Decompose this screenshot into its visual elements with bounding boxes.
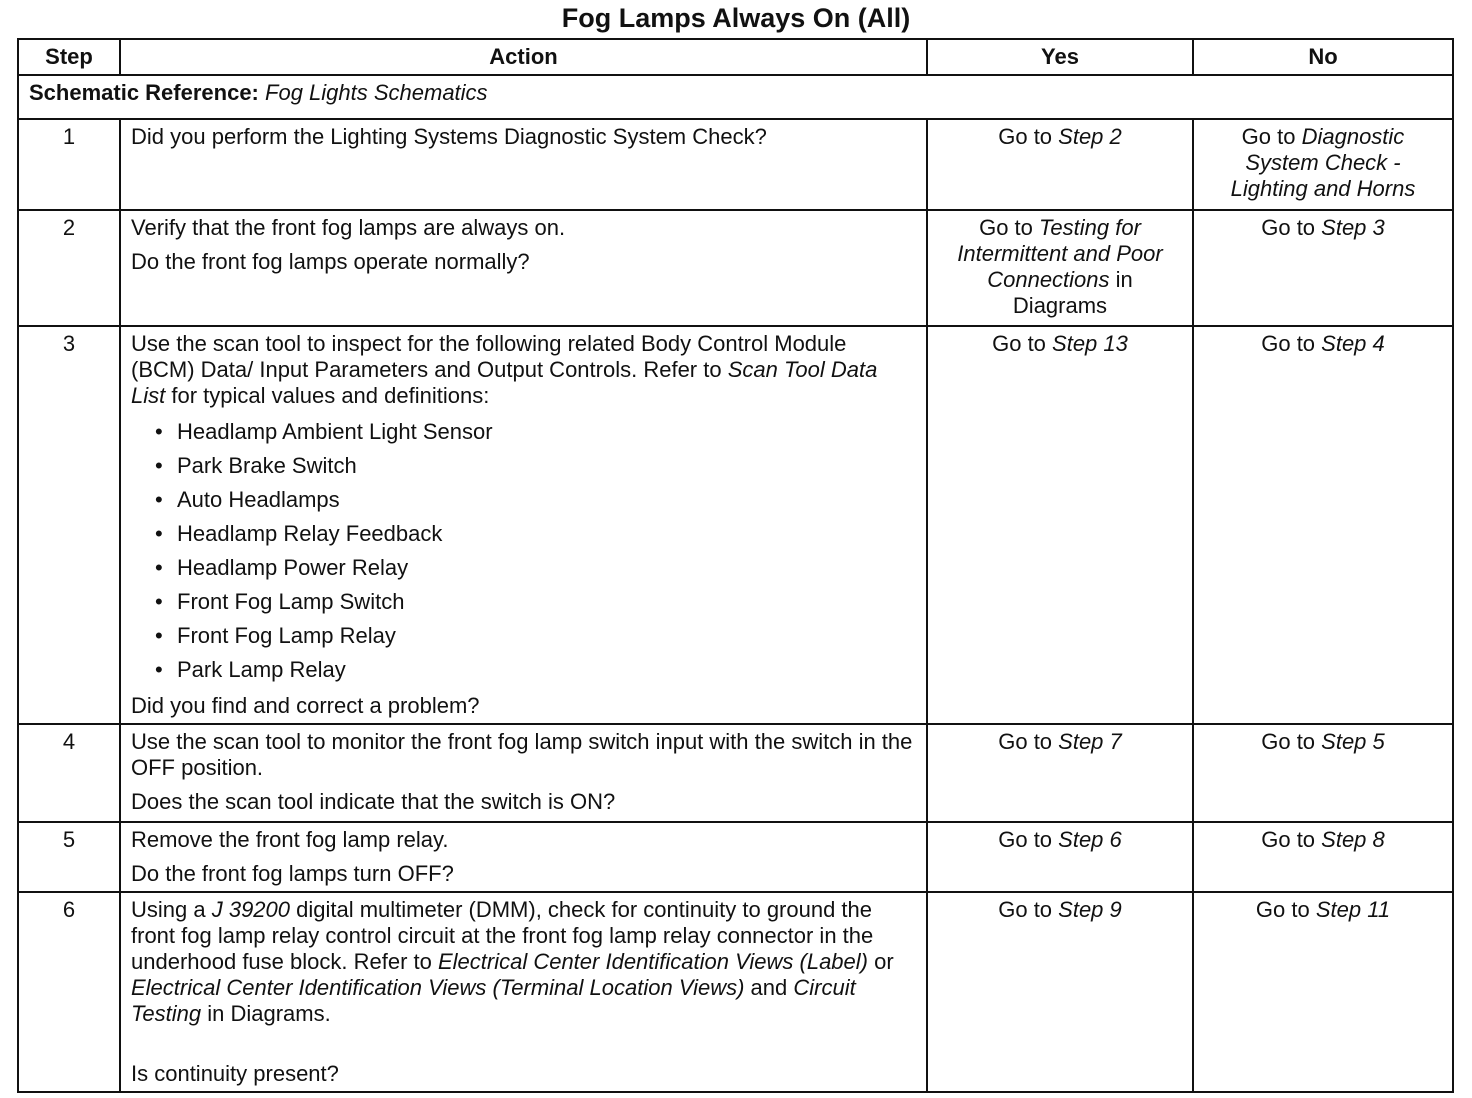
spacer: [131, 1027, 916, 1061]
yes-prefix: Go to: [998, 897, 1059, 922]
action-cell: [120, 119, 927, 210]
table-row: [18, 892, 1453, 1092]
yes-cell: [927, 210, 1193, 326]
no-prefix: Go to: [1255, 897, 1316, 922]
list-item: • Headlamp Power Relay: [155, 551, 916, 585]
no-link[interactable]: Step 3: [1321, 215, 1385, 240]
no-prefix: Go to: [1261, 215, 1322, 240]
no-cell: [1193, 892, 1453, 1092]
no-cell: [1193, 119, 1453, 210]
no-prefix: Go to: [1261, 331, 1322, 356]
table-row: [18, 119, 1453, 210]
step-number: 5: [18, 822, 120, 892]
action-question: Is continuity present?: [131, 1061, 339, 1086]
yes-prefix: Go to: [998, 729, 1059, 754]
yes-link[interactable]: Step 13: [1052, 331, 1128, 356]
scan-tool-data-list-link[interactable]: Scan Tool Data List: [131, 357, 878, 408]
action-text: [131, 897, 916, 1027]
list-item: • Headlamp Ambient Light Sensor: [155, 415, 916, 449]
yes-prefix: Go to: [979, 215, 1039, 240]
list-item: • Park Brake Switch: [155, 449, 916, 483]
action-text: Remove the front fog lamp relay.: [131, 827, 449, 852]
no-prefix: Go to: [1261, 729, 1322, 754]
action-text: Use the scan tool to monitor the front fog lamp switch input with the switch in the OFF position.: [131, 729, 913, 780]
yes-link[interactable]: Testing for Intermittent and Poor Connections: [957, 215, 1163, 292]
no-cell: [1193, 326, 1453, 724]
diagnostic-table: [17, 38, 1454, 1093]
list-item: • Front Fog Lamp Relay: [155, 619, 916, 653]
reference-link[interactable]: Electrical Center Identification Views (Terminal Location Views): [131, 975, 745, 1000]
action-text: Verify that the front fog lamps are always on.: [131, 215, 566, 240]
action-question: Do the front fog lamps operate normally?: [131, 249, 530, 274]
tool-link[interactable]: J 39200: [211, 897, 291, 922]
action-text-part: digital multimeter (DMM), check for continuity to ground the front fog lamp relay control circuit at the front fog lamp relay connector in the underhood fuse block. Refer to: [131, 897, 874, 974]
action-cell: [120, 210, 927, 326]
no-link[interactable]: Diagnostic System Check - Lighting and Horns: [1230, 124, 1416, 201]
no-link[interactable]: Step 8: [1321, 827, 1385, 852]
list-item: • Auto Headlamps: [155, 483, 916, 517]
header-no: No: [1193, 39, 1453, 75]
header-action: Action: [120, 39, 927, 75]
reference-link[interactable]: Circuit Testing: [131, 975, 856, 1026]
no-prefix: Go to: [1261, 827, 1322, 852]
schematic-row: [18, 75, 1453, 119]
action-intro-end: for typical values and definitions:: [165, 383, 490, 408]
header-row: [18, 39, 1453, 75]
schematic-link[interactable]: Fog Lights Schematics: [265, 80, 488, 105]
table-row: [18, 822, 1453, 892]
yes-cell: [927, 724, 1193, 822]
yes-cell: [927, 822, 1193, 892]
no-cell: [1193, 210, 1453, 326]
yes-suffix: in Diagrams: [1012, 267, 1133, 318]
action-text-part: in Diagrams.: [201, 1001, 331, 1026]
page-title: Fog Lamps Always On (All): [561, 3, 911, 33]
schematic-label: Schematic Reference:: [29, 80, 259, 105]
no-link[interactable]: Step 11: [1315, 897, 1391, 922]
action-intro: Use the scan tool to inspect for the following related Body Control Module (BCM) Data/ Input Parameters and Output Controls. Refer to: [131, 331, 847, 382]
yes-prefix: Go to: [998, 827, 1059, 852]
action-question: Did you find and correct a problem?: [131, 693, 480, 718]
yes-cell: [927, 119, 1193, 210]
no-cell: [1193, 822, 1453, 892]
table-row: [18, 210, 1453, 326]
no-link[interactable]: Step 5: [1321, 729, 1385, 754]
action-text-part: or: [868, 949, 894, 974]
no-link[interactable]: Step 4: [1321, 331, 1385, 356]
yes-link[interactable]: Step 9: [1058, 897, 1122, 922]
header-step: Step: [18, 39, 120, 75]
step-number: 3: [18, 326, 120, 724]
table-row: [18, 326, 1453, 724]
no-cell: [1193, 724, 1453, 822]
action-cell: [120, 892, 927, 1092]
yes-link[interactable]: Step 7: [1058, 729, 1122, 754]
action-cell: [120, 822, 927, 892]
yes-prefix: Go to: [998, 124, 1059, 149]
action-question: Do the front fog lamps turn OFF?: [131, 861, 454, 886]
yes-prefix: Go to: [992, 331, 1053, 356]
table-row: [18, 724, 1453, 822]
list-item: • Park Lamp Relay: [155, 653, 916, 687]
action-question: Does the scan tool indicate that the switch is ON?: [131, 789, 616, 814]
action-text: Did you perform the Lighting Systems Diagnostic System Check?: [131, 124, 767, 149]
yes-link[interactable]: Step 2: [1058, 124, 1122, 149]
yes-cell: [927, 892, 1193, 1092]
no-prefix: Go to: [1241, 124, 1302, 149]
step-number: 6: [18, 892, 120, 1092]
header-yes: Yes: [927, 39, 1193, 75]
yes-link[interactable]: Step 6: [1058, 827, 1122, 852]
step-number: 4: [18, 724, 120, 822]
step-number: 2: [18, 210, 120, 326]
action-text-part: and: [744, 975, 794, 1000]
reference-link[interactable]: Electrical Center Identification Views (Label): [437, 949, 868, 974]
list-item: • Headlamp Relay Feedback: [155, 517, 916, 551]
yes-cell: [927, 326, 1193, 724]
action-cell: [120, 326, 927, 724]
list-item: • Front Fog Lamp Switch: [155, 585, 916, 619]
action-text: [131, 331, 916, 409]
action-text-part: Using a: [131, 897, 212, 922]
parameter-list: [131, 415, 916, 687]
step-number: 1: [18, 119, 120, 210]
schematic-reference: [18, 75, 1453, 119]
action-cell: [120, 724, 927, 822]
